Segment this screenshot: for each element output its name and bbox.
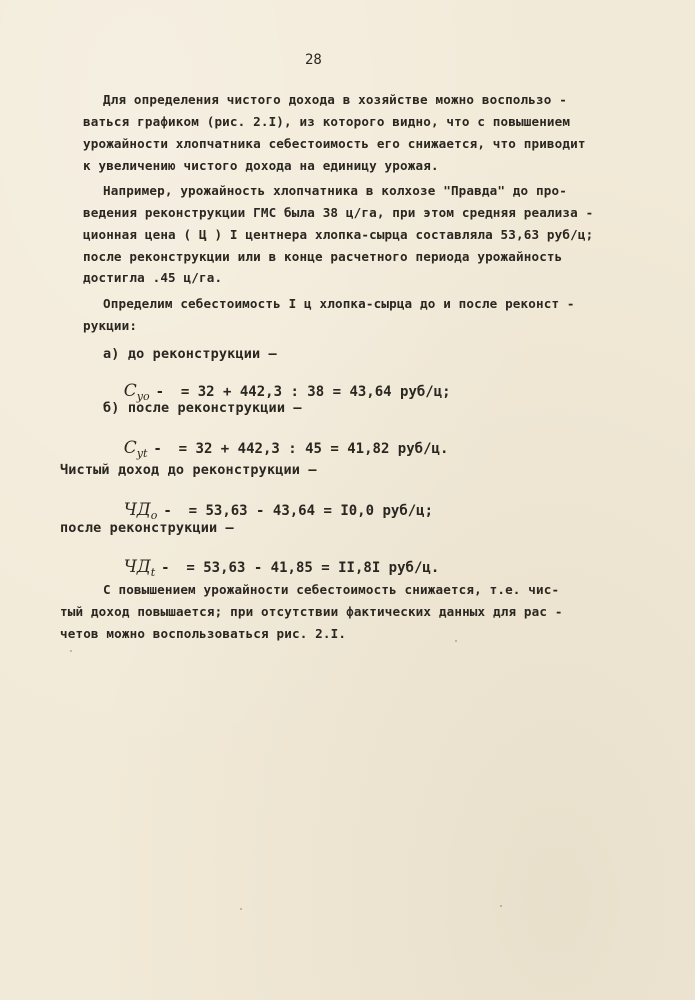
formula-cost-before-expression: - = 32 + 442,3 : 38 = 43,64 руб/ц;	[155, 384, 451, 400]
formula-cost-after-symbol: $С_{yt}$	[123, 438, 148, 460]
paragraph-4-line-3: четов можно воспользоваться рис. 2.I.	[60, 626, 347, 641]
page-number: 28	[305, 52, 322, 68]
paragraph-3-line-1: Определим себестоимость I ц хлопка-сырца до и после реконст -	[103, 296, 575, 311]
paper-speck	[240, 908, 242, 910]
formula-cost-before-symbol: $С_{yo}$	[123, 381, 150, 403]
income-before-label: Чистый доход до реконструкции —	[60, 462, 317, 478]
formula-income-after-expression: - = 53,63 - 41,85 = II,8I руб/ц.	[161, 560, 440, 576]
paper-speck	[500, 905, 502, 907]
paragraph-1-line-4: к увеличению чистого дохода на единицу урожая.	[83, 158, 439, 173]
paragraph-4-line-1: С повышением урожайности себестоимость снижается, т.е. чис-	[103, 582, 560, 597]
paper-speck	[70, 650, 72, 652]
formula-income-before-expression: - = 53,63 - 43,64 = I0,0 руб/ц;	[163, 503, 434, 519]
paragraph-2-line-4: после реконструкции или в конце расчетного периода урожайность	[83, 249, 563, 264]
case-a-label: а) до реконструкции —	[103, 346, 277, 362]
paragraph-1-line-3: урожайности хлопчатника себестоимость его снижается, что приводит	[83, 136, 586, 151]
paragraph-3-line-2: рукции:	[83, 318, 138, 333]
formula-income-after-symbol: $ЧД_t$	[123, 557, 156, 579]
paragraph-2-line-1: Например, урожайность хлопчатника в колхозе "Правда" до про-	[103, 183, 567, 198]
formula-cost-after-expression: - = 32 + 442,3 : 45 = 41,82 руб/ц.	[153, 441, 449, 457]
paragraph-1-line-1: Для определения чистого дохода в хозяйстве можно воспользо -	[103, 92, 567, 107]
paragraph-2-line-2: ведения реконструкции ГМС была 38 ц/га, при этом средняя реализа -	[83, 205, 594, 220]
formula-income-before-symbol: $ЧД_o$	[123, 500, 158, 522]
paper-speck	[455, 640, 457, 642]
paragraph-4-line-2: тый доход повышается; при отсутствии фактических данных для рас -	[60, 604, 563, 619]
case-b-label: б) после реконструкции —	[103, 400, 302, 416]
paragraph-2-line-3: ционная цена ( Ц ) I центнера хлопка-сырца составляла 53,63 руб/ц;	[83, 227, 594, 242]
paragraph-1-line-2: ваться графиком (рис. 2.I), из которого видно, что с повышением	[83, 114, 571, 129]
income-after-label: после реконструкции —	[60, 520, 234, 536]
paragraph-2-line-5: достигла .45 ц/га.	[83, 270, 223, 285]
